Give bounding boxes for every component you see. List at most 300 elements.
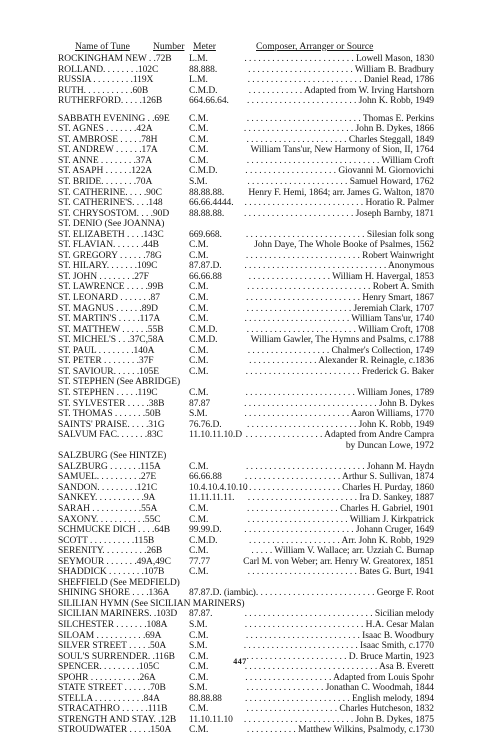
index-row bbox=[58, 641, 434, 652]
tune-name: RUTH. . . . . . . . . . .60B bbox=[58, 85, 149, 96]
meter: 11.10.11.10 bbox=[189, 714, 233, 725]
index-row bbox=[58, 493, 434, 504]
composer-source: . . . . . . . . . . . . . . . . . . . . . . . . Lowell Mason, 1830 bbox=[244, 54, 434, 64]
composer-source: . . . . . . . . . . . . . . . . . . . . . . . . . Daniel Read, 1786 bbox=[247, 75, 434, 86]
tune-name: ST. BRIDE. . . . . . . .70A bbox=[58, 177, 153, 188]
dot-leader: . . . . . . . . . . . . . . . . . . . . . . . . bbox=[243, 714, 356, 725]
index-row bbox=[58, 346, 434, 357]
dot-leader: . . . . . . . . . . . . . . . . . . . . . . . . . . . . . bbox=[246, 155, 382, 166]
meter: C.M.D. bbox=[189, 85, 218, 96]
composer-source: . . . . . . . . . . . . . . . . . . . . . . Samuel Howard, 1762 bbox=[247, 177, 434, 188]
composer-source: . . . . . . . . . . . . . . . . . . . . . . Charles Steggall, 1849 bbox=[246, 134, 434, 145]
index-row bbox=[58, 177, 434, 188]
composer-source: . . . . . . . . . . . . . . . . . . William H. Havergal, 1853 bbox=[248, 271, 434, 282]
dot-leader: . . . . . . . . . . . . . . . . . . . . . . bbox=[247, 177, 350, 188]
section-gap bbox=[58, 107, 434, 114]
index-row bbox=[58, 525, 434, 536]
composer-source: Carl M. von Weber; arr. Henry W. Greatorex, 1851 bbox=[243, 556, 434, 567]
index-row bbox=[58, 483, 434, 494]
index-row bbox=[58, 441, 434, 452]
meter: 11.10.11.10.D bbox=[189, 430, 243, 441]
meter: L.M. bbox=[189, 54, 208, 64]
composer-source: . . . . . . . . . . . . . . . . . . . . . . . . . . . . . John B. Dykes bbox=[244, 398, 434, 409]
composer-source: . . . . . . . . . . . . . . . . . . . . . . . . John B. Dykes, 1866 bbox=[243, 124, 434, 135]
composer-source: . . . . . . . . . . . . . . . . . . . . . . . . . . H.A. Cesar Malan bbox=[244, 619, 434, 630]
dot-leader: . . . . . . . . . . . . . . . . . . . . . . . . bbox=[246, 324, 359, 335]
index-row bbox=[58, 377, 434, 388]
meter: C.M. bbox=[189, 293, 209, 304]
dot-leader: . . . . . . . . . . . . . . . . . . . . . . bbox=[246, 134, 349, 145]
index-row bbox=[58, 388, 434, 399]
composer-source: . . . . . . . . . . . . . . . . . . . . . . . . Johann Cruger, 1649 bbox=[244, 525, 434, 536]
dot-leader: . . . . . . . . . . . . . . . . . . . . . . . . . bbox=[245, 250, 363, 261]
meter: S.M. bbox=[189, 409, 208, 420]
meter: C.M. bbox=[189, 630, 209, 641]
index-row bbox=[58, 704, 434, 715]
meter: C.M. bbox=[189, 366, 209, 377]
tune-name: SALZBURG (See HINTZE) bbox=[58, 451, 167, 462]
dot-leader: . . . . . . . . . . . . . . . . . . . . . . . . bbox=[244, 54, 356, 64]
tune-index-list bbox=[58, 54, 434, 736]
tune-name: ST. PETER . . . . . . . .37F bbox=[58, 356, 154, 367]
index-row bbox=[58, 557, 434, 568]
meter: C.M. bbox=[189, 124, 209, 135]
meter: C.M. bbox=[189, 651, 209, 662]
meter: 10.4.10.4.10.10 bbox=[189, 482, 248, 493]
dot-leader: . . . . . . . . . . . . . . . . . . . . . . . . . . . . . bbox=[244, 398, 379, 409]
dot-leader: . . . . . . . . . . . . . . . . . . . bbox=[245, 672, 334, 683]
meter: 88.88.88 bbox=[189, 693, 222, 704]
index-row bbox=[58, 251, 434, 262]
tune-name: ST. JOHN . . . . . . . .27F bbox=[58, 271, 149, 282]
meter: 669.668. bbox=[189, 229, 222, 240]
meter: C.M. bbox=[189, 240, 209, 251]
index-row bbox=[58, 546, 434, 557]
composer-source: . . . . . . . . . . . . . . . . . . . . Giovanni M. Giornovichi bbox=[245, 166, 434, 177]
tune-name: SAMUEL. . . . . . . . . .27E bbox=[58, 472, 157, 483]
dot-leader: . . . . . . . . . . . . bbox=[248, 85, 304, 96]
index-row bbox=[58, 588, 434, 599]
dot-leader: . . . . . . . . . . . . . . . . . . . . . bbox=[244, 482, 343, 493]
tune-name: SILCHESTER . . . . . . .108A bbox=[58, 619, 168, 630]
meter: C.M. bbox=[189, 662, 209, 673]
tune-name: SAINTS' PRAISE. . . . .31G bbox=[58, 419, 165, 430]
tune-name: SILVER STREET . . . . .50A bbox=[58, 641, 167, 652]
meter: 87.87. bbox=[189, 609, 213, 620]
dot-leader: . . . . . . . . . . . . . . . . . bbox=[245, 430, 325, 441]
composer-source: . . . . . . . . . . . . . . . . . . . . . . . . Joseph Barnby, 1871 bbox=[244, 208, 434, 219]
index-row bbox=[58, 536, 434, 547]
tune-name: SANKEY. . . . . . . . . . .9A bbox=[58, 493, 156, 504]
composer-source: . . . . . . . . . . . . . . . . . . . . . . . . . Isaac Smith, c.1770 bbox=[243, 641, 434, 652]
composer-source: . . . . . . . . . . . . . . . . . Adapted from Andre Campra bbox=[245, 430, 434, 441]
tune-name: ST. GREGORY . . . . . .78G bbox=[58, 250, 162, 261]
dot-leader: . . . . . . . . . . . . . . . . . . . . . . . . . bbox=[245, 630, 363, 641]
tune-name: ST. CHRYSOSTOM. . . .90D bbox=[58, 208, 170, 219]
composer-source: . . . . . . . . . . . . . . . . . . . . . . . . William Croft, 1708 bbox=[246, 324, 434, 335]
index-row bbox=[58, 567, 434, 578]
dot-leader: . . . . . . . . . . . . . . . . . . . . . . . . bbox=[244, 525, 356, 536]
index-row bbox=[58, 166, 434, 177]
tune-name: SEYMOUR . . . . . . .49A,49C bbox=[58, 556, 171, 567]
tune-name: SHEFFIELD (See MEDFIELD) bbox=[58, 577, 180, 588]
index-row bbox=[58, 399, 434, 410]
index-row bbox=[58, 694, 434, 705]
tune-name: SILOAM . . . . . . . . . . .69A bbox=[58, 630, 162, 641]
meter: 76.76.D. bbox=[189, 419, 222, 430]
composer-source: . . . . . . . . . . . . . . . . . . . . . . . . John B. Dykes, 1875 bbox=[243, 714, 434, 725]
tune-name: ST. AMBROSE . . . . .78H bbox=[58, 134, 158, 145]
composer-source: . . . . . . . . . . . . . . . . . . Chalmer's Collection, 1749 bbox=[247, 345, 434, 356]
meter: 88.888. bbox=[189, 64, 218, 75]
meter: C.M. bbox=[189, 704, 209, 715]
dot-leader: . . . . . . . . . . . . . . . . . . bbox=[248, 271, 333, 282]
dot-leader: . . . . . . . . . . . . . . . . . . . . bbox=[246, 503, 340, 514]
meter: C.M. bbox=[189, 155, 209, 166]
composer-source: . . . . . . . . . . . . . . . . . . . . . . . . John K. Robb, 1949 bbox=[247, 419, 434, 430]
tune-name-header: Name of Tune bbox=[75, 41, 130, 52]
composer-source: William Gawler, The Hymns and Psalms, c.1788 bbox=[250, 335, 434, 346]
tune-name: ST. CATHERINE'S. . . .148 bbox=[58, 198, 163, 209]
tune-name: SANDON. . . . . . . . .121C bbox=[58, 482, 158, 493]
dot-leader: . . . . . . . . . . . . . . . . . . . . . . . bbox=[244, 409, 351, 420]
meter: C.M. bbox=[189, 725, 209, 736]
meter: C.M. bbox=[189, 387, 209, 398]
composer-source: . . . . . . . . . . . . Adapted from W. Irving Hartshorn bbox=[248, 85, 434, 96]
meter: C.M. bbox=[189, 461, 209, 472]
dot-leader: . . . . . . . . . . . . . . . . . . . . . . . . bbox=[247, 96, 359, 107]
tune-name: ST. HILARY. . . . . . .109C bbox=[58, 261, 158, 272]
tune-name: ST. MICHEL'S . . .37C,58A bbox=[58, 335, 165, 346]
index-row bbox=[58, 124, 434, 135]
index-row bbox=[58, 86, 434, 97]
composer-source: . . . . . . . . . . . . . . . . . . . Adapted from Louis Spohr bbox=[245, 672, 434, 683]
tune-name: RUSSIA . . . . . . . . .119X bbox=[58, 75, 154, 86]
meter: C.M.D. bbox=[189, 335, 218, 346]
meter: 77.77 bbox=[189, 556, 211, 567]
tune-name: ST. ASAPH . . . . . .122A bbox=[58, 166, 153, 177]
index-row bbox=[58, 261, 434, 272]
dot-leader: . . . . . . . . . . . . . . . . . . . . . . . . bbox=[247, 419, 359, 430]
index-row bbox=[58, 725, 434, 736]
dot-leader: . . . . . . . . . . . . . . . . . . . . . . . . bbox=[247, 493, 360, 504]
composer-source: . . . . . . . . . . . . . . . . . . . . . . . William B. Bradbury bbox=[248, 64, 434, 75]
meter: C.M. bbox=[189, 303, 209, 314]
tune-name: ST. MAGNUS . . . . . .89D bbox=[58, 303, 158, 314]
index-row bbox=[58, 462, 434, 473]
tune-name: SCOTT . . . . . . . . . .115B bbox=[58, 535, 155, 546]
meter: C.M. bbox=[189, 514, 209, 525]
dot-leader: . . . . . . . . . . . . . . . . . . . . . . . . . bbox=[247, 75, 364, 86]
dot-leader: . . . . . . . . . . . . . . . . . . . . . . . . bbox=[243, 124, 356, 135]
dot-leader: . . . . . . . . . . . . . . . . . . . . . . bbox=[247, 514, 350, 525]
dot-leader: . . . . . . . . . . . . . . . . . . . . . . . bbox=[248, 64, 355, 75]
index-row bbox=[58, 578, 434, 589]
meter: C.M. bbox=[189, 113, 209, 124]
index-row bbox=[58, 715, 434, 726]
index-row bbox=[58, 156, 434, 167]
meter: C.M. bbox=[189, 345, 209, 356]
index-row bbox=[58, 451, 434, 462]
meter: S.M. bbox=[189, 641, 208, 652]
dot-leader: . . . . . . . . . . . . . . . . . . . . bbox=[245, 166, 339, 177]
tune-name: ST. DENIO (See JOANNA) bbox=[58, 219, 165, 230]
meter: 664.66.64. bbox=[189, 96, 229, 107]
meter: C.M. bbox=[189, 250, 209, 261]
dot-leader: . . . . . . . . . . . . . . . . . . . . . . . . bbox=[245, 387, 357, 398]
composer-source: . . . . . . . . . . . . . . . . . . . . . Charles H. Purday, 1860 bbox=[244, 482, 434, 493]
composer-source: . . . . . . . . . . . . . . . . . Jonathan C. Woodmah, 1844 bbox=[246, 683, 434, 694]
index-row bbox=[58, 282, 434, 293]
meter: C.M. bbox=[189, 134, 209, 145]
composer-source: . . . . . . . . . . . . . . . . . . . . . . . . . . . . George F. Root bbox=[246, 588, 434, 599]
dot-leader: . . . . . . . . . . . . . . . . . . . . . . . . . . . bbox=[247, 282, 373, 293]
tune-name: ST. MARTIN'S . . . . .117A bbox=[58, 314, 161, 325]
composer-source: . . . . . . . . . . . . . . . . . . . . . . . . . . . . . Asa B. Everett bbox=[244, 662, 434, 673]
tune-name: SABBATH EVENING . .69E bbox=[58, 113, 170, 124]
tune-name: SOUL'S SURRENDER. .116B bbox=[58, 651, 175, 662]
index-row bbox=[58, 135, 434, 146]
composer-source: . . . . . . . . . . . Matthew Wilkins, Psalmody, c.1730 bbox=[246, 725, 434, 736]
dot-leader: . . . . . . . . . . . . . . . . . . . . . . . bbox=[246, 303, 354, 314]
dot-leader: . . . . . . . . . . . . . . . . . . . . . . . . bbox=[244, 208, 356, 219]
index-row bbox=[58, 219, 434, 230]
tune-name: STELLA . . . . . . . . . . .84A bbox=[58, 693, 160, 704]
index-row bbox=[58, 198, 434, 209]
composer-source: . . . . . . . . . . . . . . . . . . . . Arr. John K. Robb, 1929 bbox=[248, 535, 434, 546]
index-row bbox=[58, 209, 434, 220]
tune-name: SILILIAN HYMN (See SICILIAN MARINERS) bbox=[58, 598, 245, 609]
index-row bbox=[58, 54, 434, 65]
composer-source: . . . . . . . . . . . . . . . . . . . . . . . Aaron Williams, 1770 bbox=[244, 409, 434, 420]
composer-source: . . . . . . . . . . . . . . . . . . . . . . . . . Isaac B. Woodbury bbox=[245, 630, 434, 641]
index-row bbox=[58, 599, 434, 610]
meter: C.M. bbox=[189, 567, 209, 578]
index-row bbox=[58, 409, 434, 420]
index-row bbox=[58, 304, 434, 315]
page-number: 447 bbox=[233, 657, 247, 666]
index-row bbox=[58, 504, 434, 515]
tune-name: ST. THOMAS . . . . . . .50B bbox=[58, 409, 161, 420]
composer-source: . . . . . . . . . . . . . . . . . . . . . Arthur S. Sullivan, 1874 bbox=[244, 472, 434, 483]
dot-leader: . . . . . . . . . . . . . . . . . . . . . . . . . . bbox=[245, 229, 367, 240]
index-row bbox=[58, 609, 434, 620]
composer-source: . . . . . . . . . . . . . . . . . . . . . . . . . Thomas E. Perkins bbox=[246, 113, 434, 124]
dot-leader: . . . . . . . . . . . . . . . bbox=[249, 356, 319, 367]
dot-leader: . . . . . bbox=[251, 546, 275, 557]
tune-name: ST. SYLVESTER . . . . .38B bbox=[58, 398, 165, 409]
index-row bbox=[58, 240, 434, 251]
dot-leader: . . . . . . . . . . . . . . . . . . . . . . . . . bbox=[243, 641, 361, 652]
composer-source: . . . . . . . . . . . . . . . . . . . . . . . . William Jones, 1789 bbox=[245, 387, 434, 398]
composer-source: . . . . . . . . . . . . . . . . . . . . . . . . John K. Robb, 1949 bbox=[247, 96, 434, 107]
composer-source: . . . . . . . . . . . . . . . . . . . . . . . English melody, 1894 bbox=[245, 693, 434, 704]
composer-source: . . . . . . . . . . . . . . . . . . . . . . . . . . . . . William Croft bbox=[246, 155, 434, 166]
dot-leader: . . . . . . . . . . . . . . . . . . . . . . . . . bbox=[246, 293, 363, 304]
composer-source: . . . . . . . . . . . . . . . . . . . . . . . . . . Johann M. Haydn bbox=[246, 461, 434, 472]
tune-name: ST. SAVIOUR. . . . . .105E bbox=[58, 366, 160, 377]
index-row bbox=[58, 420, 434, 431]
source-header: Composer, Arranger or Source bbox=[256, 41, 374, 52]
meter: 99.99.D. bbox=[189, 525, 222, 536]
meter: L.M. bbox=[189, 75, 208, 86]
dot-leader: . . . . . . . . . . . . . . . . . . . . bbox=[246, 704, 340, 715]
dot-leader: . . . . . . . . . . . . . . . . . . . . . . . . . . bbox=[246, 461, 367, 472]
dot-leader: . . . . . . . . . . . . . . . . . . . . . . . . . bbox=[246, 113, 363, 124]
dot-leader: . . . . . . . . . . . . . . . . . . . . . . . . . . . . bbox=[246, 588, 377, 599]
meter: 66.66.4444. bbox=[189, 198, 234, 209]
meter: C.M. bbox=[189, 356, 209, 367]
composer-source: . . . . . . . . . . . . . . . . . . . . . . . . . Robert Wainwright bbox=[245, 250, 434, 261]
tune-name: ST. STEPHEN (See ABRIDGE) bbox=[58, 377, 181, 388]
dot-leader: . . . . . . . . . . . . . . . . . . . . bbox=[248, 535, 342, 546]
tune-name: ST. ANNE . . . . . . . .37A bbox=[58, 155, 153, 166]
meter: C.M. bbox=[189, 503, 209, 514]
tune-name: SARAH . . . . . . . . . . .55A bbox=[58, 503, 158, 514]
tune-name: ST. STEPHEN . . . . .119C bbox=[58, 387, 158, 398]
tune-name: ROCKINGHAM NEW . .72B bbox=[58, 54, 172, 64]
tune-name: ROLLAND. . . . . . . .102C bbox=[58, 64, 159, 75]
tune-name: STROUDWATER . . . . .150A bbox=[58, 725, 172, 736]
tune-name: ST. AGNES . . . . . . .42A bbox=[58, 124, 153, 135]
index-row bbox=[58, 673, 434, 684]
tune-name: ST. ELIZABETH . . . .143C bbox=[58, 229, 164, 240]
meter: C.M. bbox=[189, 314, 209, 325]
tune-name: STRENGTH AND STAY. .12B bbox=[58, 714, 177, 725]
composer-source: . . . . . . . . . . . . . . . . . . . . . . . . . . . . Sicilian melody bbox=[244, 609, 434, 620]
dot-leader: . . . . . . . . . . . . . . . . . . . . . . . . . . . . bbox=[244, 609, 375, 620]
composer-source: . . . . . William V. Wallace; arr. Uzziah C. Burnap bbox=[251, 546, 434, 557]
composer-source: . . . . . . . . . . . . . . . . . . . . . . . Jeremiah Clark, 1707 bbox=[246, 303, 434, 314]
tune-name: ST. LAWRENCE . . . . .99B bbox=[58, 282, 164, 293]
index-row bbox=[58, 293, 434, 304]
meter: S.M. bbox=[189, 683, 208, 694]
composer-source: . . . . . . . . . . . . . . . . . . . . . . . . . . Horatio R. Palmer bbox=[244, 198, 434, 209]
composer-source: . . . . . . . . . . . . . . . . . . . . . . . . . Frederick G. Baker bbox=[245, 366, 434, 377]
composer-source: . . . . . . . . . . . . . . . Alexander R. Reinagle, c.1836 bbox=[249, 356, 434, 367]
index-row bbox=[58, 96, 434, 107]
composer-source: William Tans'ur, New Harmony of Sion, II, 1764 bbox=[250, 145, 434, 156]
composer-source: . . . . . . . . . . . . . . . . . . . . . . . William Tans'ur, 1740 bbox=[244, 314, 434, 325]
composer-source: . . . . . . . . . . . . . . . . . . . . Charles H. Gabriel, 1901 bbox=[246, 503, 434, 514]
tune-name: ST. ANDREW . . . . . .17A bbox=[58, 145, 158, 156]
tune-name: ST. CATHERINE. . . . .90C bbox=[58, 187, 162, 198]
index-row bbox=[58, 314, 434, 325]
dot-leader: . . . . . . . . . . . . . . . . . . . . . . . bbox=[244, 314, 352, 325]
index-row bbox=[58, 515, 434, 526]
dot-leader: . . . . . . . . . . . . . . . . . . . . . . . . . . bbox=[244, 619, 366, 630]
composer-source: . . . . . . . . . . . . . . . . . . . . . . . . . Henry Smart, 1867 bbox=[246, 293, 434, 304]
meter: C.M.D. bbox=[189, 166, 218, 177]
tune-name: SICILIAN MARINERS. .103D bbox=[58, 609, 178, 620]
dot-leader: . . . . . . . . . . . . . . . . . . . . . . . . . bbox=[245, 366, 362, 377]
tune-name: SALZBURG . . . . . . .115A bbox=[58, 461, 161, 472]
meter: 87.87.D. (iambic) bbox=[189, 588, 256, 599]
index-row bbox=[58, 430, 434, 441]
composer-source: . . . . . . . . . . . . . . . . . . . . . . . . Ira D. Sankey, 1887 bbox=[247, 493, 434, 504]
composer-source: Henry F. Hemi, 1864; arr. James G. Walton, 1870 bbox=[248, 187, 434, 198]
dot-leader: . . . . . . . . . . . . . . . . . . . . . . . bbox=[245, 693, 352, 704]
meter: C.M. bbox=[189, 282, 209, 293]
meter: 87.87 bbox=[189, 398, 211, 409]
index-row bbox=[58, 75, 434, 86]
meter: C.M. bbox=[189, 672, 209, 683]
meter: 87.87.D. bbox=[189, 261, 222, 272]
number-header: Number bbox=[153, 41, 185, 52]
tune-name: SALVUM FAC. . . . . . .83C bbox=[58, 430, 163, 441]
index-row bbox=[58, 472, 434, 483]
index-row bbox=[58, 620, 434, 631]
tune-name: ST. LEONARD . . . . . . .87 bbox=[58, 293, 160, 304]
tune-name: ST. PAUL . . . . . . . .140A bbox=[58, 345, 155, 356]
tune-name: SAXONY. . . . . . . . . . .55C bbox=[58, 514, 161, 525]
dot-leader: . . . . . . . . . . . . . . . . . . . . . . . . . . bbox=[244, 198, 366, 209]
tune-name: SHADDICK . . . . . . . .107B bbox=[58, 567, 165, 578]
index-row bbox=[58, 114, 434, 125]
tune-name: SHINING SHORE . . . .136A bbox=[58, 588, 170, 599]
meter: C.M. bbox=[189, 546, 209, 557]
dot-leader: . . . . . . . . . . . . . . . . . . . . . . bbox=[246, 651, 349, 662]
composer-source: . . . . . . . . . . . . . . . . . . . . . . . . . . . . . . . Anonymous bbox=[244, 261, 434, 272]
dot-leader: . . . . . . . . . . . . . . . . . . . . . . . . bbox=[247, 567, 360, 578]
tune-name: ST. FLAVIAN. . . . . . .44B bbox=[58, 240, 159, 251]
index-row bbox=[58, 631, 434, 642]
tune-name: RUTHERFORD. . . . .126B bbox=[58, 96, 163, 107]
meter: 66.66.88 bbox=[189, 472, 222, 483]
meter: C.M.D. bbox=[189, 324, 218, 335]
tune-name: SPOHR . . . . . . . . . . .26A bbox=[58, 672, 156, 683]
meter: 11.11.11.11. bbox=[189, 493, 235, 504]
index-row bbox=[58, 356, 434, 367]
tune-name: STATE STREET . . . . . .70B bbox=[58, 683, 166, 694]
composer-source: . . . . . . . . . . . . . . . . . . . . . . D. Bruce Martin, 1923 bbox=[246, 651, 434, 662]
composer-source: . . . . . . . . . . . . . . . . . . . . . . William J. Kirkpatrick bbox=[247, 514, 434, 525]
index-row bbox=[58, 335, 434, 346]
tune-name: SCHMUCKE DICH . . . .64B bbox=[58, 525, 171, 536]
source-continuation: by Duncan Lowe, 1972 bbox=[345, 440, 434, 451]
composer-source: . . . . . . . . . . . . . . . . . . . . Charles Hutcheson, 1832 bbox=[246, 704, 434, 715]
meter-header: Meter bbox=[193, 41, 216, 52]
meter: C.M. bbox=[189, 145, 209, 156]
index-row bbox=[58, 683, 434, 694]
meter: 66.66.88 bbox=[189, 271, 222, 282]
tune-name: SERENITY. . . . . . . . . .26B bbox=[58, 546, 163, 557]
meter: 88.88.88. bbox=[189, 187, 225, 198]
meter: C.M.D. bbox=[189, 535, 218, 546]
index-row bbox=[58, 325, 434, 336]
meter: S.M. bbox=[189, 619, 208, 630]
composer-source: John Daye, The Whole Booke of Psalmes, 1562 bbox=[254, 240, 434, 251]
tune-name: STRACATHRO . . . . . .111B bbox=[58, 704, 168, 715]
index-row bbox=[58, 367, 434, 378]
dot-leader: . . . . . . . . . . . . . . . . . . bbox=[247, 345, 332, 356]
index-row bbox=[58, 272, 434, 283]
dot-leader: . . . . . . . . . . . . . . . . . . . . . bbox=[244, 472, 343, 483]
index-row bbox=[58, 230, 434, 241]
meter: S.M. bbox=[189, 177, 208, 188]
index-row bbox=[58, 145, 434, 156]
dot-leader: . . . . . . . . . . . . . . . . . . . . . . . . . . . . . bbox=[244, 662, 380, 673]
dot-leader: . . . . . . . . . . . . . . . . . . . . . . . . . . . . . . . bbox=[244, 261, 388, 272]
index-row bbox=[58, 188, 434, 199]
composer-source: . . . . . . . . . . . . . . . . . . . . . . . . . . Silesian folk song bbox=[245, 229, 434, 240]
dot-leader: . . . . . . . . . . . bbox=[246, 725, 299, 736]
composer-source: . . . . . . . . . . . . . . . . . . . . . . . . Bates G. Burt, 1941 bbox=[247, 567, 434, 578]
dot-leader: . . . . . . . . . . . . . . . . . bbox=[246, 683, 326, 694]
tune-name: ST. MATTHEW . . . . . .55B bbox=[58, 324, 164, 335]
index-row bbox=[58, 65, 434, 76]
composer-source: . . . . . . . . . . . . . . . . . . . . . . . . . . . Robert A. Smith bbox=[247, 282, 434, 293]
